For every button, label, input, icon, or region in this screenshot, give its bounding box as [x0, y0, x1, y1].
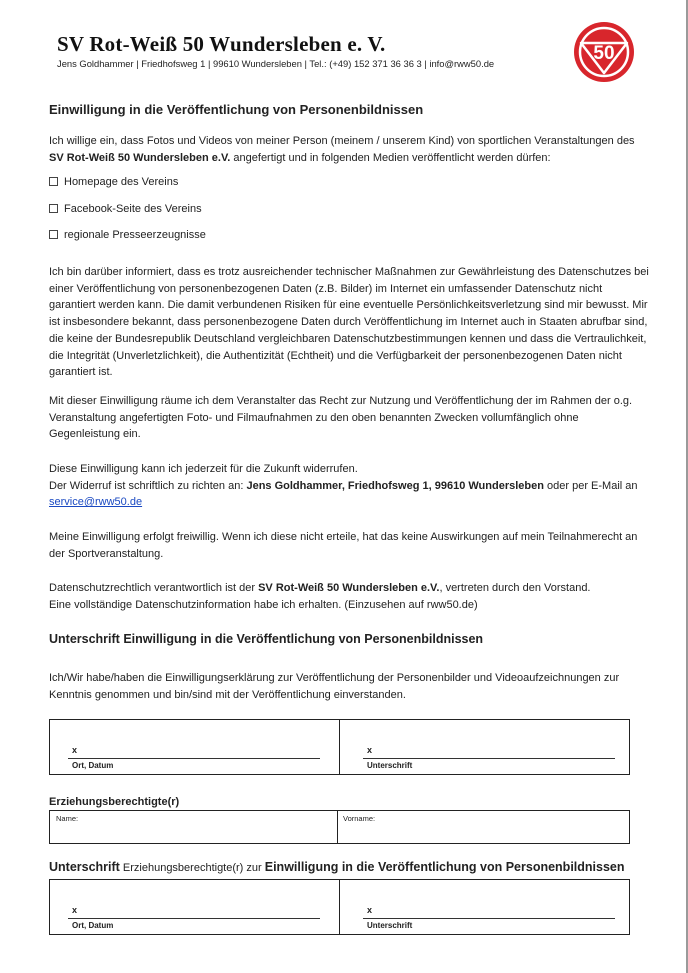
- revoke-paragraph: [49, 461, 649, 511]
- checkbox-icon[interactable]: [49, 177, 58, 186]
- name-field-label: Name:: [56, 814, 79, 823]
- guardian-signature-title-3: Einwilligung in die Veröffentlichung von Personenbildnissen: [264, 860, 625, 874]
- revoke-email-link[interactable]: service@rww50.de: [49, 496, 143, 509]
- logo-number: 50: [593, 43, 615, 64]
- place-date-label: Ort, Datum: [72, 761, 114, 770]
- consent-paragraph: Ich/Wir habe/haben die Einwilligungserklärung zur Veröffentlichung der Personenbilder und Videoaufzeichnungen zur Kenntnis genommen und bin/sind mit der Veröffentlichung einverstanden.: [49, 672, 620, 701]
- signature-box: [49, 719, 630, 775]
- checkbox-label: regionale Presseerzeugnisse: [64, 229, 206, 241]
- responsible-line-2: Eine vollständige Datenschutzinformation habe ich erhalten. (Einzusehen auf rww50.de): [49, 598, 478, 611]
- intro-club-name: SV Rot-Weiß 50 Wundersleben e.V.: [49, 151, 231, 164]
- intro-text-2: angefertigt und in folgenden Medien veröffentlicht werden dürfen:: [230, 151, 551, 164]
- guardian-signature-line[interactable]: [363, 918, 615, 919]
- place-date-line[interactable]: [68, 758, 320, 759]
- name-divider: [337, 811, 338, 843]
- signature-divider: [339, 720, 340, 774]
- club-name: SV Rot-Weiß 50 Wundersleben e. V.: [57, 32, 386, 56]
- guardian-place-date-label: Ort, Datum: [72, 921, 114, 930]
- rights-paragraph: Mit dieser Einwilligung räume ich dem Veranstalter das Recht zur Nutzung und Veröffentlichung der im Rahmen der o.g. Veranstaltung angefertigten Foto- und Filmaufnahmen zu den oben benannten Zwecken vollumfänglich ohne Gegenleistung ein.: [49, 395, 633, 441]
- responsible-paragraph: [49, 580, 649, 613]
- info-paragraph: Ich bin darüber informiert, dass es trotz ausreichender technischer Maßnahmen zur Gewährleistung des Datenschutzes bei einer Veröffentlichung von personenbezogenen Daten (z.B. Bilder) im Internet ein umfassender Datenschutz nicht garantiert werden kann. Die damit verbundenen Risiken für eine eventuelle Persönlichkeitsverletzung sind mir bewusst. Mir ist insbesondere bekannt, dass personenbezogene Daten durch Veröffentlichung im Internet auch in Staaten abrufbar sind, die keine der Bundesrepublik Deutschland vergleichbaren Datenschutzbestimmungen kennen und dass die Vertraulichkeit, die Integrität (Unverletzlichkeit), die Authentizität (Echtheit) und die Verfügbarkeit der personenbezogenen Daten nicht garantiert ist.: [49, 266, 649, 379]
- revoke-line-1: Diese Einwilligung kann ich jederzeit für die Zukunft widerrufen.: [49, 463, 358, 475]
- guardian-signature-divider: [339, 880, 340, 934]
- responsible-text-2: , vertreten durch den Vorstand.: [439, 582, 591, 594]
- guardian-signature-label: Unterschrift: [367, 921, 413, 930]
- signature-section-title: Unterschrift Einwilligung in die Veröffentlichung von Personenbildnissen: [49, 632, 484, 646]
- signature-line[interactable]: [363, 758, 615, 759]
- signature-label: Unterschrift: [367, 761, 413, 770]
- guardian-signature-title-1: Unterschrift: [49, 860, 120, 874]
- checkbox-facebook[interactable]: [49, 203, 202, 215]
- signature-mark: x: [367, 745, 373, 755]
- club-logo: [573, 21, 635, 83]
- voluntary-paragraph: Meine Einwilligung erfolgt freiwillig. Wenn ich diese nicht erteile, hat das keine Auswirkungen auf mein Teilnahmerecht an der Sportveranstaltung.: [49, 531, 638, 560]
- guardian-name-box[interactable]: [49, 810, 630, 844]
- revoke-text-2: oder per E-Mail an: [543, 479, 638, 492]
- responsible-club: SV Rot-Weiß 50 Wundersleben e.V.: [258, 582, 440, 594]
- place-date-mark: x: [72, 745, 78, 755]
- firstname-field-label: Vorname:: [343, 814, 376, 823]
- revoke-address: Jens Goldhammer, Friedhofsweg 1, 99610 Wundersleben: [246, 479, 544, 492]
- guardian-signature-mark: x: [367, 905, 373, 915]
- guardian-title: Erziehungsberechtigte(r): [49, 796, 180, 808]
- document-title: Einwilligung in die Veröffentlichung von Personenbildnissen: [49, 102, 424, 117]
- intro-text-1: Ich willige ein, dass Fotos und Videos von meiner Person (meinem / unserem Kind) von sportlichen Veranstaltungen des: [49, 135, 635, 147]
- guardian-place-date-line[interactable]: [68, 918, 320, 919]
- checkbox-homepage[interactable]: [49, 176, 178, 188]
- responsible-text: Datenschutzrechtlich verantwortlich ist der: [49, 582, 259, 594]
- checkbox-label: Facebook-Seite des Vereins: [64, 203, 202, 215]
- revoke-text: Der Widerruf ist schriftlich zu richten an:: [49, 479, 247, 492]
- guardian-signature-title-2: Erziehungsberechtigte(r) zur: [119, 862, 265, 874]
- checkbox-press[interactable]: [49, 229, 206, 241]
- guardian-signature-title: [49, 860, 625, 874]
- checkbox-icon[interactable]: [49, 204, 58, 213]
- guardian-place-date-mark: x: [72, 905, 78, 915]
- guardian-signature-box: [49, 879, 630, 935]
- contact-line: Jens Goldhammer | Friedhofsweg 1 | 99610 Wundersleben | Tel.: (+49) 152 371 36 36 3 | info@rww50.de: [57, 58, 495, 69]
- intro-paragraph: [49, 133, 649, 166]
- checkbox-icon[interactable]: [49, 230, 58, 239]
- checkbox-label: Homepage des Vereins: [64, 176, 179, 188]
